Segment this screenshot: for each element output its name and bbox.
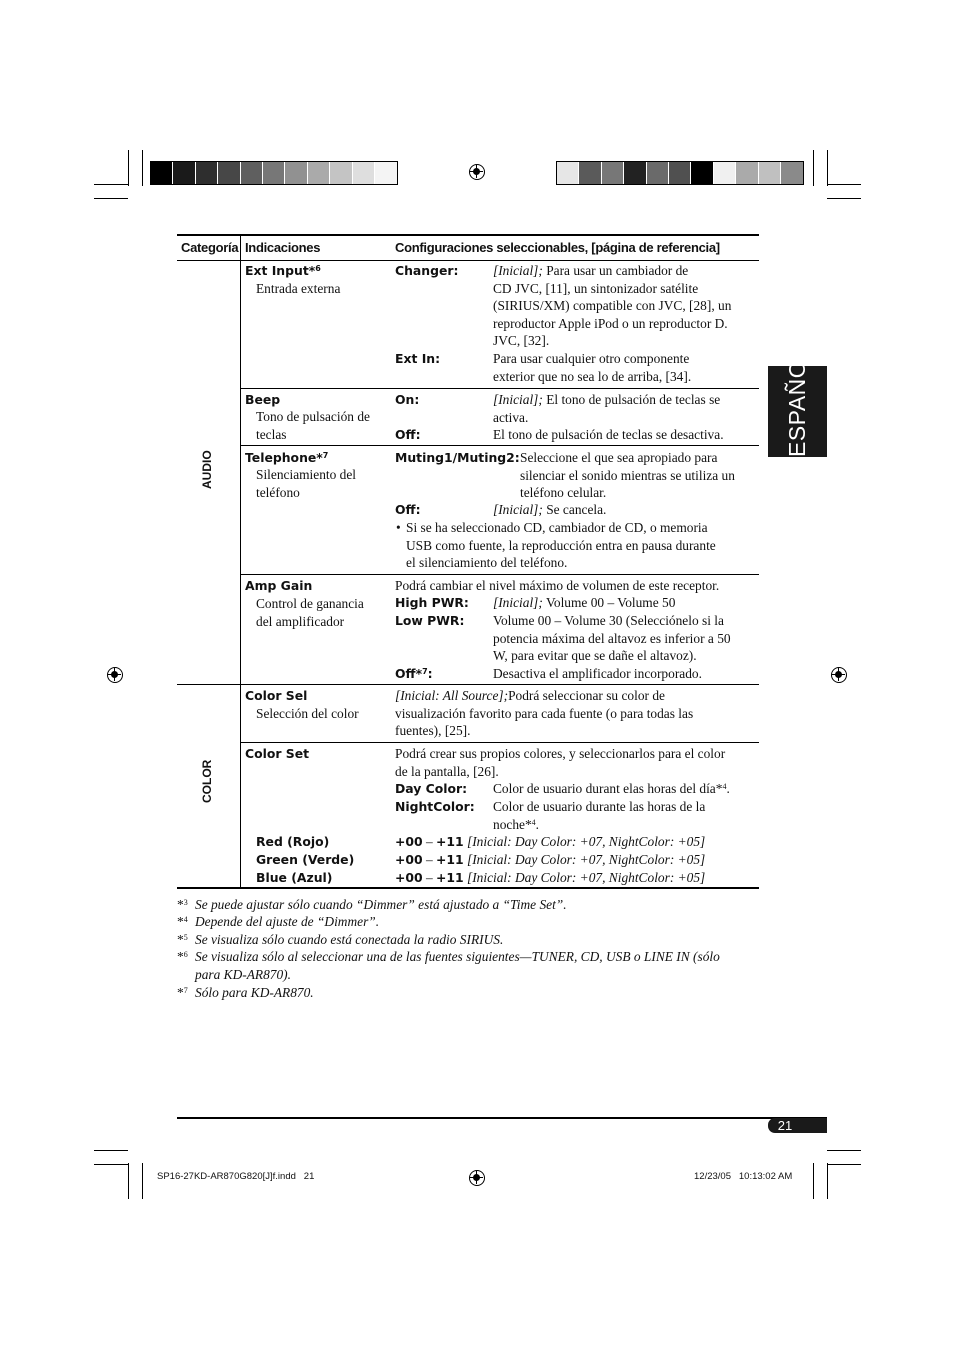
footer-file: SP16-27KD-AR870G820[J]f.indd 21 [157,1171,315,1182]
red-range: +00 – +11 [Inicial: Day Color: +07, NightColor: +05] [395,834,706,849]
blue-label: Blue (Azul) [256,870,333,885]
red-label: Red (Rojo) [256,834,330,849]
blue-range: +00 – +11 [Inicial: Day Color: +07, NightColor: +05] [395,870,706,885]
footnote-mark: *$^4$ [177,914,188,929]
ext-input-name: Ext Input*$^6$ [245,263,321,278]
footer-datetime: 12/23/05 10:13:02 AM [694,1171,793,1182]
beep-on-label: On: [395,392,420,407]
amp-off-text: Desactiva el amplificador incorporado. [493,666,702,681]
amp-gain-name: Amp Gain [245,578,313,593]
color-sel-text: [Inicial: All Source];Podrá seleccionar su color de visualización favorito para cada fuente (o para todas las fuentes), [25]. [395,688,694,739]
muting-label: Muting1/Muting2: [395,450,520,465]
low-pwr-label: Low PWR: [395,613,465,628]
day-color-text: Color de usuario durant elas horas del día*$^4$. [493,781,730,796]
category-audio: AUDIO [200,450,214,489]
beep-on-text: [Inicial]; El tono de pulsación de teclas se activa. [493,392,721,425]
telephone-note-bullet: • [396,520,401,535]
language-side-tab-label: ESPAÑOL [784,346,810,457]
changer-label: Changer: [395,263,459,278]
telephone-off-text: [Inicial]; Se cancela. [493,502,607,517]
night-color-text: Color de usuario durante las horas de la noche*$^4$. [493,799,706,832]
header-indicaciones: Indicaciones [245,240,321,255]
color-sel-desc: Selección del color [256,706,359,721]
low-pwr-text: Volume 00 – Volume 30 (Selecciónelo si la potencia máxima del altavoz es inferior a 50 W, para evitar que se dañe el altavoz). [493,613,731,664]
footnote-mark: *$^6$ [177,949,188,964]
green-range: +00 – +11 [Inicial: Day Color: +07, NightColor: +05] [395,852,706,867]
footnote-text: Se visualiza sólo cuando está conectada la radio SIRIUS. [195,932,504,947]
amp-gain-intro: Podrá cambiar el nivel máximo de volumen de este receptor. [395,578,720,593]
page-number: 21 [777,1118,793,1133]
beep-name: Beep [245,392,281,407]
high-pwr-label: High PWR: [395,595,469,610]
telephone-note: Si se ha seleccionado CD, cambiador de CD, o memoria USB como fuente, la reproducción entra en pausa durante el silenciamiento del teléfono. [406,520,716,571]
amp-gain-desc: Control de ganancia del amplificador [256,596,364,629]
registration-mark-icon [107,667,123,683]
beep-off-text: El tono de pulsación de teclas se desactiva. [493,427,724,442]
ext-in-label: Ext In: [395,351,441,366]
changer-text: [Inicial]; Para usar un cambiador de CD JVC, [11], un sintonizador satélite (SIRIUS/XM) compatible con JVC, [28], un reproductor Apple iPod o un reproductor D. JVC, [32]. [493,263,732,349]
telephone-desc: Silenciamiento del teléfono [256,467,357,500]
telephone-name: Telephone*$^7$ [245,450,329,465]
footnote-mark: *$^5$ [177,932,188,947]
color-set-intro: Podrá crear sus propios colores, y seleccionarlos para el color de la pantalla, [26]. [395,746,726,779]
telephone-off-label: Off: [395,502,421,517]
day-color-label: Day Color: [395,781,468,796]
footnote-mark: *$^7$ [177,985,188,1000]
muting-text: Seleccione el que sea apropiado para silenciar el sonido mientras se utiliza un teléfono celular. [520,450,735,501]
color-set-name: Color Set [245,746,310,761]
ext-in-text: Para usar cualquier otro componente exterior que no sea lo de arriba, [34]. [493,351,692,384]
footnote-text: Depende del ajuste de “Dimmer”. [195,914,380,929]
high-pwr-text: [Inicial]; Volume 00 – Volume 50 [493,595,676,610]
footnote-text: Se puede ajustar sólo cuando “Dimmer” está ajustado a “Time Set”. [195,897,567,912]
amp-off-label: Off*$^7$: [395,666,433,681]
registration-mark-icon [469,1170,485,1186]
registration-mark-icon [469,164,485,180]
color-sel-name: Color Sel [245,688,308,703]
footnote-mark: *$^3$ [177,897,188,912]
header-categoria: Categoría [181,240,239,255]
green-label: Green (Verde) [256,852,355,867]
footnote-text: Se visualiza sólo al seleccionar una de las fuentes siguientes—TUNER, CD, USB o LINE IN (sólo para KD-AR870). [195,949,720,982]
night-color-label: NightColor: [395,799,475,814]
category-color: COLOR [200,759,214,803]
color-bar-right [556,161,804,185]
registration-mark-icon [831,667,847,683]
footnote-text: Sólo para KD-AR870. [195,985,314,1000]
ext-input-desc: Entrada externa [256,281,341,296]
beep-off-label: Off: [395,427,421,442]
color-bar-left [150,161,398,185]
beep-desc: Tono de pulsación de teclas [256,409,370,442]
header-config: Configuraciones seleccionables, [página de referencia] [395,240,720,255]
